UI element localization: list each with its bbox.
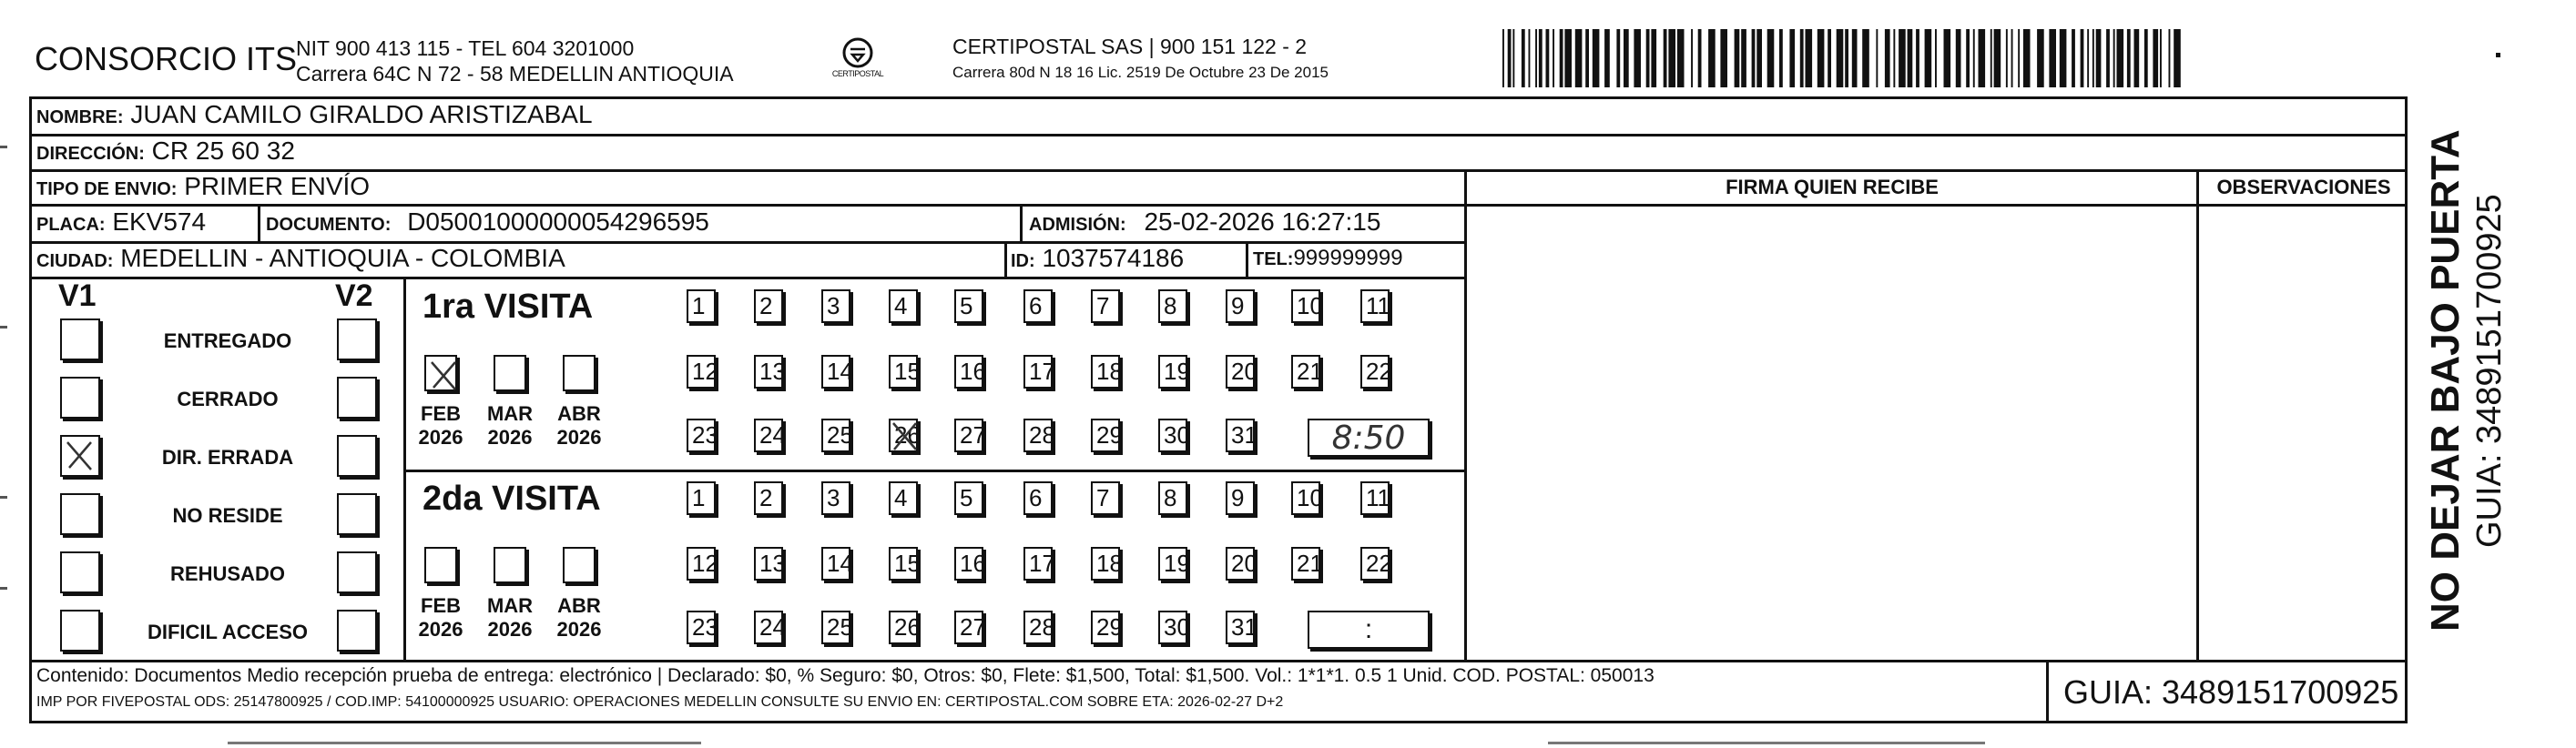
day-cell[interactable]: 16 bbox=[954, 547, 983, 581]
rule bbox=[258, 204, 260, 241]
admission-field bbox=[1029, 207, 1380, 237]
barcode-bar bbox=[2113, 29, 2115, 87]
status-option-label: DIR. ERRADA bbox=[161, 446, 294, 469]
visit-time: 8:50 bbox=[1331, 419, 1406, 457]
day-cell[interactable]: 21 bbox=[1291, 355, 1320, 389]
day-cell[interactable]: 22 bbox=[1360, 547, 1390, 581]
barcode-bar bbox=[1885, 29, 1890, 87]
barcode-bar bbox=[1845, 29, 1848, 87]
admission-label: ADMISIÓN: bbox=[1029, 215, 1126, 235]
day-cell[interactable]: 8 bbox=[1158, 289, 1187, 323]
month-year: 2026 bbox=[418, 618, 463, 641]
barcode-bar bbox=[2037, 29, 2044, 87]
barcode-bar bbox=[1708, 29, 1716, 87]
month-name: FEB bbox=[421, 402, 461, 425]
contents-line: Contenido: Documentos Medio recepción prueba de entrega: electrónico | Declarado: $0, % Seguro: $0, Otros: $0, Flete: $1,500, Total: $1,500. Vol.: 1*1*1. 0.5 1 Unid. COD. POSTAL: 050013 bbox=[36, 665, 1655, 686]
day-cell[interactable]: 18 bbox=[1091, 547, 1120, 581]
day-cell[interactable]: 15 bbox=[889, 355, 918, 389]
rule bbox=[29, 277, 1464, 279]
day-cell[interactable]: 5 bbox=[954, 289, 983, 323]
barcode-bar bbox=[1539, 29, 1543, 87]
address-label: DIRECCIÓN: bbox=[36, 144, 145, 164]
signature-header: FIRMA QUIEN RECIBE bbox=[1726, 176, 1939, 198]
day-cell[interactable]: 28 bbox=[1023, 611, 1053, 644]
month-name: ABR bbox=[557, 594, 601, 617]
rule bbox=[1020, 204, 1023, 241]
day-cell[interactable]: 7 bbox=[1091, 289, 1120, 323]
barcode-bar bbox=[1991, 29, 1992, 87]
barcode-bar bbox=[1677, 29, 1685, 87]
status-option-label: DIFICIL ACCESO bbox=[147, 621, 308, 643]
barcode-bar bbox=[1512, 29, 1514, 87]
month-label bbox=[481, 402, 539, 450]
day-cell[interactable]: 13 bbox=[754, 355, 783, 389]
day-cell[interactable]: 17 bbox=[1023, 547, 1053, 581]
barcode-bar bbox=[1944, 29, 1951, 87]
barcode-bar bbox=[1560, 29, 1563, 87]
cut-mark bbox=[0, 326, 7, 329]
day-cell[interactable]: 10 bbox=[1291, 481, 1320, 515]
barcode-bar bbox=[1575, 29, 1583, 87]
barcode-bar bbox=[2127, 29, 2131, 87]
day-cell[interactable]: 19 bbox=[1158, 355, 1187, 389]
month-checkbox[interactable] bbox=[563, 355, 596, 391]
barcode-bar bbox=[2106, 29, 2110, 87]
day-cell[interactable]: 8 bbox=[1158, 481, 1187, 515]
month-name: MAR bbox=[486, 594, 534, 617]
month-year: 2026 bbox=[487, 618, 533, 641]
month-label bbox=[550, 594, 608, 642]
day-cell[interactable]: 9 bbox=[1226, 289, 1255, 323]
day-cell[interactable]: 28 bbox=[1023, 419, 1053, 452]
day-cell[interactable]: 2 bbox=[754, 481, 783, 515]
day-cell[interactable]: 12 bbox=[687, 355, 716, 389]
day-cell[interactable]: 26 bbox=[889, 611, 918, 644]
day-cell[interactable]: 11 bbox=[1360, 289, 1390, 323]
day-cell[interactable]: 20 bbox=[1226, 547, 1255, 581]
barcode-bar bbox=[2023, 29, 2031, 87]
footer-guide-number: GUIA: 3489151700925 bbox=[2063, 673, 2399, 711]
document-label: DOCUMENTO: bbox=[266, 215, 392, 235]
day-cell[interactable]: 21 bbox=[1291, 547, 1320, 581]
corner-dot bbox=[2496, 53, 2500, 57]
id-value: 1037574186 bbox=[1042, 244, 1185, 272]
logo-caption: CERTIPOSTAL bbox=[831, 69, 884, 78]
barcode-bar bbox=[1876, 29, 1878, 87]
barcode-bar bbox=[2153, 29, 2158, 87]
day-cell[interactable]: 1 bbox=[687, 481, 716, 515]
document-field bbox=[266, 207, 709, 237]
day-cell[interactable]: 18 bbox=[1091, 355, 1120, 389]
month-year: 2026 bbox=[556, 618, 602, 641]
status-v2-checkbox[interactable] bbox=[337, 318, 377, 360]
day-cell[interactable]: 24 bbox=[754, 419, 783, 452]
side-guide-number: GUIA: 3489151700925 bbox=[2470, 194, 2509, 548]
barcode-bar bbox=[1508, 29, 1512, 87]
barcode-bar bbox=[1828, 29, 1831, 87]
barcode-bar bbox=[1604, 29, 1610, 87]
barcode-bar bbox=[2060, 29, 2067, 87]
month-year: 2026 bbox=[556, 426, 602, 449]
day-cell[interactable]: 11 bbox=[1360, 481, 1390, 515]
day-cell[interactable]: 4 bbox=[889, 289, 918, 323]
carrier-address: Carrera 80d N 18 16 Lic. 2519 De Octubre 23 De 2015 bbox=[952, 64, 1329, 81]
day-cell[interactable]: 5 bbox=[954, 481, 983, 515]
name-label: NOMBRE: bbox=[36, 107, 124, 127]
company-address: Carrera 64C N 72 - 58 MEDELLIN ANTIOQUIA bbox=[296, 62, 734, 86]
day-cell[interactable]: 13 bbox=[754, 547, 783, 581]
month-checkbox[interactable] bbox=[494, 355, 526, 391]
day-cell[interactable]: 22 bbox=[1360, 355, 1390, 389]
document-value: D05001000000054296595 bbox=[407, 207, 709, 236]
time-field[interactable] bbox=[1308, 419, 1430, 457]
rule bbox=[1004, 241, 1007, 277]
rule bbox=[29, 134, 2408, 136]
day-cell[interactable]: 25 bbox=[821, 611, 850, 644]
certipostal-logo bbox=[830, 35, 885, 86]
time-field[interactable] bbox=[1308, 611, 1430, 649]
barcode-bar bbox=[1956, 29, 1961, 87]
status-v1-checkbox[interactable] bbox=[60, 610, 100, 652]
plate-label: PLACA: bbox=[36, 215, 106, 235]
print-info: IMP POR FIVEPOSTAL ODS: 25147800925 / COD.IMP: 54100000925 USUARIO: OPERACIONES MEDELLIN CONSULTE SU ENVIO EN: CERTIPOSTAL.COM SOBRE ETA: 2026-02-27 D+2 bbox=[36, 694, 1284, 710]
day-cell[interactable]: 20 bbox=[1226, 355, 1255, 389]
barcode bbox=[1502, 29, 2182, 87]
cut-mark bbox=[0, 146, 7, 148]
day-cell[interactable]: 9 bbox=[1226, 481, 1255, 515]
visit-title: 1ra VISITA bbox=[423, 288, 594, 326]
barcode-bar bbox=[1535, 29, 1537, 87]
barcode-bar bbox=[1691, 29, 1693, 87]
status-v2-checkbox[interactable] bbox=[337, 610, 377, 652]
status-v1-checkbox[interactable] bbox=[60, 551, 100, 593]
day-cell[interactable]: 30 bbox=[1158, 419, 1187, 452]
recipient-address: CR 25 60 32 bbox=[151, 136, 295, 165]
day-cell[interactable]: 7 bbox=[1091, 481, 1120, 515]
month-year: 2026 bbox=[418, 426, 463, 449]
barcode-bar bbox=[1593, 29, 1600, 87]
barcode-bar bbox=[1893, 29, 1895, 87]
day-cell[interactable]: 29 bbox=[1091, 419, 1120, 452]
plate-field bbox=[36, 207, 206, 237]
day-cell[interactable]: 16 bbox=[954, 355, 983, 389]
month-checkbox[interactable] bbox=[424, 355, 457, 391]
rule bbox=[1246, 241, 1248, 277]
tel-value: 999999999 bbox=[1293, 246, 1403, 270]
no-under-door-warning: NO DEJAR BAJO PUERTA bbox=[2423, 129, 2468, 632]
barcode-bar bbox=[1646, 29, 1650, 87]
status-v1-checkbox[interactable] bbox=[60, 318, 100, 360]
day-cell[interactable]: 2 bbox=[754, 289, 783, 323]
cut-mark bbox=[0, 496, 7, 499]
rule bbox=[2196, 204, 2408, 207]
day-cell[interactable]: 3 bbox=[821, 481, 850, 515]
barcode-bar bbox=[2049, 29, 2056, 87]
barcode-bar bbox=[2174, 29, 2181, 87]
month-checkbox[interactable] bbox=[563, 547, 596, 583]
day-cell[interactable]: 25 bbox=[821, 419, 850, 452]
day-cell[interactable]: 23 bbox=[687, 611, 716, 644]
barcode-bar bbox=[2134, 29, 2140, 87]
barcode-bar bbox=[1664, 29, 1667, 87]
tel-label: TEL: bbox=[1253, 249, 1294, 269]
rule bbox=[29, 660, 2408, 662]
status-v2-checkbox[interactable] bbox=[337, 435, 377, 477]
id-field bbox=[1011, 244, 1184, 273]
barcode-bar bbox=[1624, 29, 1629, 87]
carrier-name: CERTIPOSTAL SAS | 900 151 122 - 2 bbox=[952, 35, 1308, 58]
cut-mark bbox=[0, 587, 7, 590]
status-v1-checkbox[interactable] bbox=[60, 377, 100, 419]
barcode-bar bbox=[1585, 29, 1589, 87]
day-cell[interactable]: 31 bbox=[1226, 611, 1255, 644]
barcode-bar bbox=[2160, 29, 2162, 87]
barcode-bar bbox=[1668, 29, 1675, 87]
day-cell[interactable]: 27 bbox=[954, 611, 983, 644]
month-name: ABR bbox=[557, 402, 601, 425]
rule bbox=[29, 169, 2408, 172]
status-v2-checkbox[interactable] bbox=[337, 377, 377, 419]
day-cell[interactable]: 31 bbox=[1226, 419, 1255, 452]
barcode-bar bbox=[1735, 29, 1740, 87]
visit-title: 2da VISITA bbox=[423, 480, 601, 518]
barcode-bar bbox=[1741, 29, 1746, 87]
observations-header: OBSERVACIONES bbox=[2216, 176, 2391, 198]
rule bbox=[403, 470, 1464, 472]
day-cell[interactable]: 1 bbox=[687, 289, 716, 323]
day-cell[interactable]: 6 bbox=[1023, 481, 1053, 515]
tear-line bbox=[228, 742, 701, 744]
v1-label: V1 bbox=[58, 278, 97, 313]
day-cell[interactable]: 29 bbox=[1091, 611, 1120, 644]
day-cell[interactable]: 17 bbox=[1023, 355, 1053, 389]
barcode-bar bbox=[2081, 29, 2084, 87]
barcode-bar bbox=[1800, 29, 1804, 87]
barcode-bar bbox=[1546, 29, 1550, 87]
day-cell[interactable]: 30 bbox=[1158, 611, 1187, 644]
barcode-bar bbox=[1720, 29, 1727, 87]
day-cell[interactable]: 15 bbox=[889, 547, 918, 581]
barcode-bar bbox=[1529, 29, 1531, 87]
v2-label: V2 bbox=[335, 278, 373, 313]
barcode-bar bbox=[1806, 29, 1813, 87]
day-cell[interactable]: 19 bbox=[1158, 547, 1187, 581]
address-field bbox=[36, 136, 295, 166]
day-cell[interactable]: 27 bbox=[954, 419, 983, 452]
barcode-bar bbox=[2087, 29, 2089, 87]
month-year: 2026 bbox=[487, 426, 533, 449]
barcode-bar bbox=[1817, 29, 1825, 87]
day-cell[interactable]: 4 bbox=[889, 481, 918, 515]
day-cell[interactable]: 14 bbox=[821, 547, 850, 581]
month-label bbox=[550, 402, 608, 450]
day-cell[interactable]: 12 bbox=[687, 547, 716, 581]
barcode-bar bbox=[1651, 29, 1656, 87]
rule bbox=[29, 204, 2408, 207]
day-cell[interactable]: 23 bbox=[687, 419, 716, 452]
status-option-label: NO RESIDE bbox=[172, 504, 283, 527]
barcode-bar bbox=[1994, 29, 2001, 87]
barcode-bar bbox=[2018, 29, 2020, 87]
shipment-type-field bbox=[36, 172, 370, 201]
month-label bbox=[412, 402, 470, 450]
barcode-bar bbox=[1522, 29, 1525, 87]
barcode-bar bbox=[1698, 29, 1702, 87]
side-text bbox=[2411, 102, 2575, 721]
company-nit: NIT 900 413 115 - TEL 604 3201000 bbox=[296, 36, 635, 60]
rule bbox=[2196, 169, 2199, 661]
barcode-bar bbox=[1779, 29, 1783, 87]
month-name: MAR bbox=[486, 402, 534, 425]
barcode-bar bbox=[2072, 29, 2075, 87]
status-option-label: CERRADO bbox=[177, 388, 279, 410]
city-value: MEDELLIN - ANTIOQUIA - COLOMBIA bbox=[120, 244, 565, 272]
barcode-bar bbox=[2144, 29, 2148, 87]
barcode-bar bbox=[2117, 29, 2124, 87]
month-checkbox[interactable] bbox=[494, 547, 526, 583]
barcode-bar bbox=[1852, 29, 1858, 87]
barcode-bar bbox=[2096, 29, 2102, 87]
recipient-name: JUAN CAMILO GIRALDO ARISTIZABAL bbox=[130, 100, 593, 128]
barcode-bar bbox=[1767, 29, 1775, 87]
status-option-label: REHUSADO bbox=[170, 562, 285, 585]
barcode-bar bbox=[1756, 29, 1762, 87]
status-v2-checkbox[interactable] bbox=[337, 551, 377, 593]
barcode-bar bbox=[1634, 29, 1641, 87]
barcode-bar bbox=[1966, 29, 1970, 87]
month-name: FEB bbox=[421, 594, 461, 617]
city-field bbox=[36, 244, 565, 273]
rule bbox=[403, 277, 406, 660]
barcode-bar bbox=[2011, 29, 2013, 87]
day-cell[interactable]: 26 bbox=[889, 419, 918, 452]
barcode-bar bbox=[1752, 29, 1756, 87]
barcode-bar bbox=[1553, 29, 1554, 87]
barcode-bar bbox=[1837, 29, 1844, 87]
day-cell[interactable]: 10 bbox=[1291, 289, 1320, 323]
name-field bbox=[36, 100, 593, 129]
shipment-type-label: TIPO DE ENVIO: bbox=[36, 179, 178, 199]
barcode-bar bbox=[1502, 29, 1504, 87]
day-cell[interactable]: 3 bbox=[821, 289, 850, 323]
tel-field bbox=[1253, 246, 1403, 271]
status-v1-checkbox[interactable] bbox=[60, 493, 100, 535]
barcode-bar bbox=[1935, 29, 1937, 87]
admission-value: 25-02-2026 16:27:15 bbox=[1144, 207, 1381, 236]
month-label bbox=[412, 594, 470, 642]
barcode-bar bbox=[1973, 29, 1975, 87]
company-name: CONSORCIO ITS bbox=[35, 40, 298, 77]
city-label: CIUDAD: bbox=[36, 251, 114, 271]
barcode-bar bbox=[2092, 29, 2094, 87]
plate-value: EKV574 bbox=[112, 207, 207, 236]
barcode-bar bbox=[1899, 29, 1906, 87]
rule bbox=[2046, 660, 2049, 723]
status-v2-checkbox[interactable] bbox=[337, 493, 377, 535]
visit-time: : bbox=[1364, 614, 1373, 644]
month-checkbox[interactable] bbox=[424, 547, 457, 583]
status-option-label: ENTREGADO bbox=[163, 329, 292, 352]
barcode-bar bbox=[2169, 29, 2171, 87]
barcode-bar bbox=[1908, 29, 1913, 87]
shipment-type: PRIMER ENVÍO bbox=[184, 172, 371, 200]
id-label: ID: bbox=[1011, 251, 1035, 271]
barcode-bar bbox=[1564, 29, 1572, 87]
barcode-bar bbox=[1789, 29, 1795, 87]
barcode-bar bbox=[1916, 29, 1919, 87]
rule bbox=[1464, 169, 1467, 661]
day-cell[interactable]: 24 bbox=[754, 611, 783, 644]
barcode-bar bbox=[1616, 29, 1620, 87]
barcode-bar bbox=[2006, 29, 2008, 87]
month-label bbox=[481, 594, 539, 642]
tear-line bbox=[1548, 742, 1985, 744]
barcode-bar bbox=[1925, 29, 1932, 87]
barcode-bar bbox=[1979, 29, 1986, 87]
barcode-bar bbox=[1862, 29, 1869, 87]
day-cell[interactable]: 14 bbox=[821, 355, 850, 389]
day-cell[interactable]: 6 bbox=[1023, 289, 1053, 323]
status-v1-checkbox[interactable] bbox=[60, 435, 100, 477]
